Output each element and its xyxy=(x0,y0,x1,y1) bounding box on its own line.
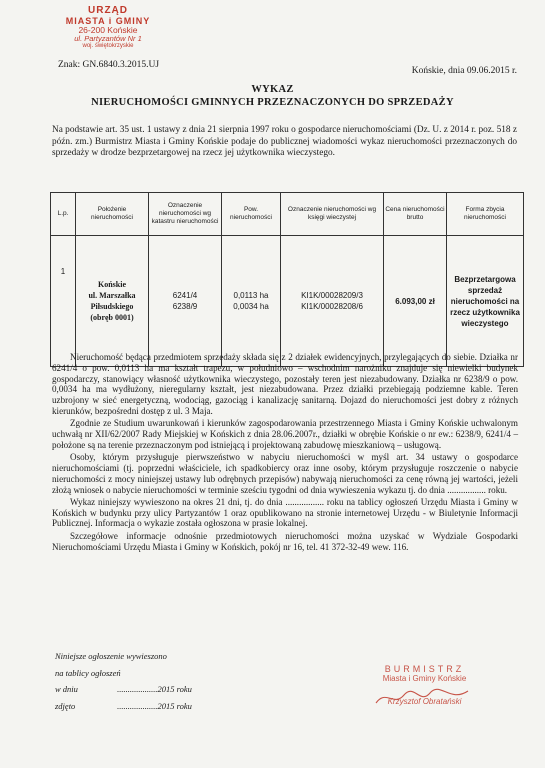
intro-paragraph: Na podstawie art. 35 ust. 1 ustawy z dnia 21 sierpnia 1997 roku o gospodarce nieruchomościami (Dz. U. z 2014 r. poz. 518 z późn. zm.) Burmistrz Miasta i Gminy Końskie podaje do publicznej wiadomości wykaz nieruchomości przeznaczonych do sprzedaży w drodze bezprzetargowej na rzecz jej użytkownika wieczystego. xyxy=(52,125,517,158)
office-stamp xyxy=(58,6,158,49)
reference-number: Znak: GN.6840.3.2015.UJ xyxy=(58,60,160,70)
header-area: Pow. nieruchomości xyxy=(222,193,281,236)
document-date: Końskie, dnia 09.06.2015 r. xyxy=(411,66,517,76)
notes-line-1: Niniejsze ogłoszenie wywieszono xyxy=(55,651,167,661)
posting-notes xyxy=(55,648,192,714)
header-form: Forma zbycia nieruchomości xyxy=(447,193,524,236)
paragraph-posting: Wykaz niniejszy wywieszono na okres 21 dni, tj. do dnia ................. roku na tablicy ogłoszeń Urzędu Miasta i Gminy w Końskich w budynku przy ulicy Partyzantów 1 oraz opublikowano na stronie internetowej Urzędu - w Biuletynie Informacji Publicznej. Informacja o wykazie została ogłoszona w prasie lokalnej. xyxy=(52,496,518,529)
paragraph-contact: Szczegółowe informacje odnośnie przedmiotowych nieruchomości można uzyskać w Wydziale Gospodarki Nieruchomościami Urzędu Miasta i Gminy w Końskich, pokój nr 16, tel. 41 372-32-49 wew. 116. xyxy=(52,530,518,552)
table-row xyxy=(51,236,524,367)
document-title: WYKAZ xyxy=(251,84,294,95)
notes-line-2: na tablicy ogłoszeń xyxy=(55,667,121,678)
header-cadastre: Oznaczenie nieruchomości wg katastru nieruchomości xyxy=(149,193,222,236)
cadastre-plot-1: 6241/4 xyxy=(172,291,198,300)
cadastre-plot-2: 6238/9 xyxy=(172,302,198,311)
notes-posted-row xyxy=(55,681,192,698)
mayor-signature-stamp xyxy=(362,665,487,706)
location-precinct: (obręb 0001) xyxy=(90,313,134,322)
area-plot-2: 0,0034 ha xyxy=(233,302,269,311)
cell-form: Bezprzetargowa sprzedaż nieruchomości na rzecz użytkownika wieczystego xyxy=(447,236,524,367)
land-register-1: KI1K/00028209/3 xyxy=(301,291,363,300)
document-subtitle: NIERUCHOMOŚCI GMINNYCH PRZEZNACZONYCH DO SPRZEDAŻY xyxy=(91,97,454,108)
removed-value: ...................2015 roku xyxy=(117,700,192,711)
table-header-row xyxy=(51,193,524,236)
header-lp: L.p. xyxy=(51,193,76,236)
stamp-line-2: MIASTA i GMINY xyxy=(65,15,151,26)
signature-line-2: Miasta i Gminy Końskie xyxy=(382,673,467,683)
area-plot-1: 0,0113 ha xyxy=(233,291,269,300)
paragraph-priority: Osoby, którym przysługuje pierwszeństwo w nabyciu nieruchomości w myśl art. 34 ustawy o gospodarce nieruchomościami (tj. poprzedni właściciele, ich spadkobiercy oraz inne osoby, którym przysługuje roszczenie o nabycie nieruchomości z mocy niniejszej ustawy lub odrębnych przepisów) nabywają nieruchomości za cenę równą jej wartości, jeżeli złożą wniosek o nabycie nieruchomości w terminie sześciu tygodni od dnia wywieszenia wykazu tj. do dnia ................. roku. xyxy=(52,452,518,495)
cell-price: 6.093,00 zł xyxy=(384,236,447,367)
signature-line-1: BURMISTRZ xyxy=(384,664,465,674)
cell-location xyxy=(76,236,149,367)
stamp-line-4: ul. Partyzantów Nr 1 xyxy=(74,33,142,43)
removed-label: zdjęto xyxy=(55,700,76,711)
paragraph-study: Zgodnie ze Studium uwarunkowań i kierunków zagospodarowania przestrzennego Miasta i Gminy Końskie uchwalonym uchwałą nr XII/62/2007 Rady Miejskiej w Końskich z dnia 28.06.2007r., działki w obrębie Końskie o nr ew.: 6238/9, 6241/4 – położone są na terenie przeznaczonym pod istniejącą i projektowaną zabudowę mieszkaniową – usługową. xyxy=(52,418,518,450)
location-street: ul. Marszałka Piłsudskiego xyxy=(88,291,136,311)
stamp-line-5: woj. świętokrzyskie xyxy=(82,42,134,49)
cell-lp: 1 xyxy=(51,236,76,367)
location-town: Końskie xyxy=(97,280,126,289)
posted-value: ...................2015 roku xyxy=(117,684,192,694)
body-text xyxy=(52,352,518,554)
signature-line-3: Krzysztof Obratański xyxy=(387,696,462,706)
paragraph-description: Nieruchomość będąca przedmiotem sprzedaży składa się z 2 działek ewidencyjnych, przylegających do siebie. Działka nr 6241/4 o pow. 0,0113 ha ma kształt trapezu, w południowo – wschodnim narożniku znajduje się niewielki budynek gospodarczy, stanowiący własność użytkownika wieczystego, pozostały teren jest niezabudowany. Działka nr 6238/9 o pow. 0,0034 ha ma wydłużony, nieregularny kształt, jest niezabudowana. Przez działki przebiegają podziemne kable. Teren uzbrojony w sieć energetyczną, wodociąg, gazociąg i kanalizację sanitarną. Dojazd do nieruchomości jest dobry z różnych kierunków, bezpośredni dostęp z ul. 3 Maja. xyxy=(52,352,518,416)
stamp-line-1: URZĄD xyxy=(88,5,128,16)
header-land-register: Oznaczenie nieruchomości wg księgi wieczystej xyxy=(281,193,384,236)
header-price: Cena nieruchomości brutto xyxy=(384,193,447,236)
cell-cadastre xyxy=(149,236,222,367)
header-location: Położenie nieruchomości xyxy=(76,193,149,236)
notes-removed-row xyxy=(55,698,192,715)
cell-land-register xyxy=(281,236,384,367)
handwritten-signature-icon xyxy=(372,687,472,709)
posted-label: w dniu xyxy=(55,684,78,694)
property-table xyxy=(50,192,524,367)
land-register-2: KI1K/00028208/6 xyxy=(301,302,363,311)
stamp-line-3: 26-200 Końskie xyxy=(78,24,138,35)
cell-area xyxy=(222,236,281,367)
